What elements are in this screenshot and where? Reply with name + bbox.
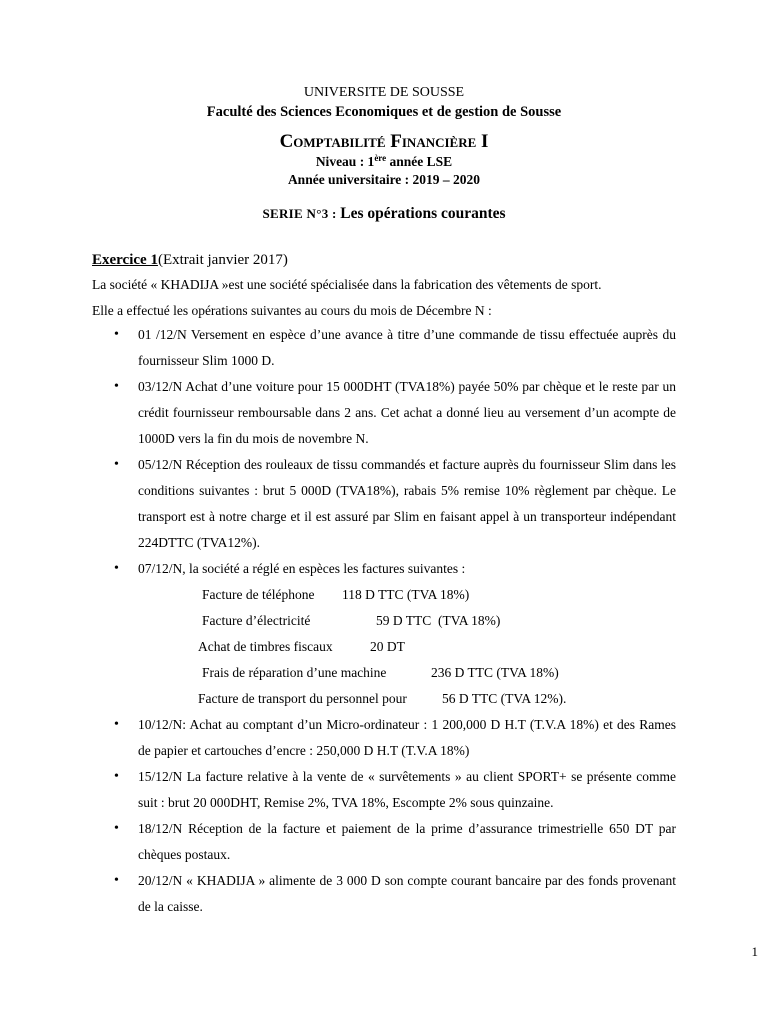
bullet-icon: • (114, 769, 119, 784)
list-item-text: 05/12/N Réception des rouleaux de tissu commandés et facture auprès du fournisseur Slim dans les conditions suivantes : brut 5 000D (TVA18%), rabais 5% remise 10% règlement par chèque. Le transport est à notre charge et il est assuré par Slim en faisant appel à un transporteur indépendant 224DTTC (TVA12%). (138, 457, 676, 550)
bullet-icon: • (114, 457, 119, 472)
list-item (92, 374, 676, 452)
invoice-amount: 236 D TTC (TVA 18%) (431, 665, 559, 680)
bullet-icon: • (114, 379, 119, 394)
invoice-row (138, 582, 676, 608)
list-item (92, 868, 676, 920)
invoice-row (138, 608, 676, 634)
level-suffix: année LSE (386, 154, 453, 169)
bullet-icon: • (114, 873, 119, 888)
list-item (92, 764, 676, 816)
invoice-row (138, 660, 676, 686)
list-item (92, 816, 676, 868)
invoice-amount: 118 D TTC (TVA 18%) (342, 587, 470, 602)
level-superscript: ère (374, 153, 387, 163)
invoice-label: Facture de transport du personnel pour (198, 691, 407, 706)
exercise-title: Exercice 1 (92, 252, 158, 268)
invoice-amount: 20 DT (370, 639, 405, 654)
list-item-text: 10/12/N: Achat au comptant d’un Micro-ordinateur : 1 200,000 D H.T (T.V.A 18%) et des Rames de papier et cartouches d’encre : 250,000 D H.T (T.V.A 18%) (138, 717, 676, 758)
invoice-label: Facture d’électricité (202, 613, 311, 628)
list-item-text: 01 /12/N Versement en espèce d’une avance à titre d’une commande de tissu effectuée auprès du fournisseur Slim 1000 D. (138, 327, 676, 368)
operations-list (92, 322, 676, 920)
page-number: 1 (751, 944, 758, 959)
bullet-icon: • (114, 717, 119, 732)
serie-heading (0, 205, 768, 223)
invoice-row (138, 634, 676, 660)
intro-line-2: Elle a effectué les opérations suivantes au cours du mois de Décembre N : (92, 303, 492, 318)
list-item (92, 712, 676, 764)
invoice-amount: 59 D TTC (TVA 18%) (376, 613, 501, 628)
list-item-text: 20/12/N « KHADIJA » alimente de 3 000 D son compte courant bancaire par des fonds provenant de la caisse. (138, 873, 676, 914)
level-line (0, 154, 768, 170)
intro-line-1: La société « KHADIJA »est une société spécialisée dans la fabrication des vêtements de sport. (92, 277, 602, 292)
list-item (92, 452, 676, 556)
serie-title: Les opérations courantes (340, 205, 506, 222)
bullet-icon: • (114, 561, 119, 576)
exercise-subtitle: (Extrait janvier 2017) (157, 252, 288, 268)
university-name: UNIVERSITE DE SOUSSE (303, 85, 465, 100)
invoice-label: Facture de téléphone (202, 587, 315, 602)
exercise-heading (92, 251, 288, 269)
invoice-label: Frais de réparation d’une machine (202, 665, 387, 680)
exercise-intro (92, 272, 676, 324)
bullet-icon: • (114, 821, 119, 836)
invoice-table (138, 582, 676, 712)
academic-year: Année universitaire : 2019 – 2020 (287, 172, 481, 187)
level-prefix: Niveau : 1 (315, 154, 375, 169)
list-item (92, 322, 676, 374)
invoice-amount: 56 D TTC (TVA 12%). (442, 691, 567, 706)
invoice-label: Achat de timbres fiscaux (198, 639, 333, 654)
list-item-text: 07/12/N, la société a réglé en espèces les factures suivantes : (138, 561, 466, 576)
bullet-icon: • (114, 327, 119, 342)
list-item-text: 15/12/N La facture relative à la vente de « survêtements » au client SPORT+ se présente comme suit : brut 20 000DHT, Remise 2%, TVA 18%, Escompte 2% sous quinzaine. (138, 769, 676, 810)
serie-number: SERIE N°3 : (262, 206, 341, 221)
list-item-text: 03/12/N Achat d’une voiture pour 15 000DHT (TVA18%) payée 50% par chèque et le reste par un crédit fournisseur remboursable dans 2 ans. Cet achat a donné lieu au versement d’un acompte de 1000D vers la fin du mois de novembre N. (138, 379, 676, 446)
list-item (92, 556, 676, 712)
faculty-name: Faculté des Sciences Economiques et de gestion de Sousse (206, 104, 562, 120)
list-item-text: 18/12/N Réception de la facture et paiement de la prime d’assurance trimestrielle 650 DT par chèques postaux. (138, 821, 676, 862)
invoice-row (138, 686, 676, 712)
course-title: Comptabilité Financière I (279, 131, 489, 152)
